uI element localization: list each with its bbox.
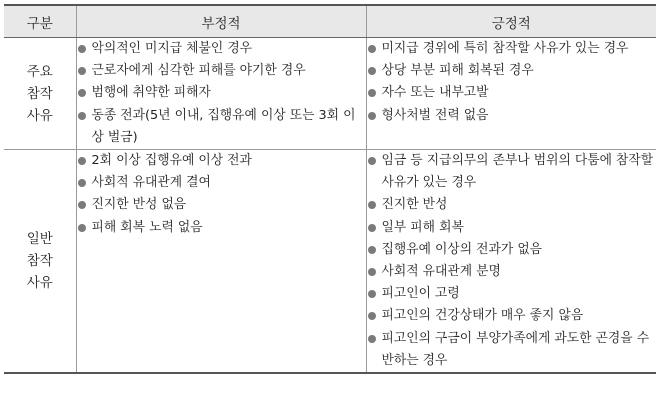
row-label-line: 참작: [26, 85, 53, 102]
row-label-general: [4, 150, 76, 374]
list-item: 사회적 유대관계 분명: [367, 261, 657, 283]
row-label-line: 일반: [26, 231, 53, 248]
list-item: 형사처벌 전력 없음: [367, 105, 657, 127]
list-item: 근로자에게 심각한 피해를 야기한 경우: [77, 60, 366, 82]
list-item: 사회적 유대관계 결여: [77, 172, 366, 194]
list-item: 악의적인 미지급 체불인 경우: [77, 38, 366, 60]
list-item: 2회 이상 집행유예 이상 전과: [77, 150, 366, 172]
general-negative-cell: [76, 150, 366, 374]
row-label-line: 사유: [26, 107, 53, 124]
row-label-line: 참작: [26, 253, 53, 270]
row-label-line: 주요: [26, 63, 53, 80]
list-item: 피고인이 고령: [367, 283, 657, 305]
list-item: 자수 또는 내부고발: [367, 82, 657, 104]
main-negative-cell: [76, 38, 366, 150]
general-positive-cell: [366, 150, 656, 374]
list-item: 일부 피해 회복: [367, 217, 657, 239]
row-main-factors: [4, 38, 656, 150]
header-positive: 긍정적: [366, 5, 656, 38]
list-item: 피고인의 구금이 부양가족에게 과도한 곤경을 수반하는 경우: [367, 328, 657, 372]
list-item: 임금 등 지급의무의 존부나 범위의 다툼에 참작할 사유가 있는 경우: [367, 150, 657, 194]
list-item: 범행에 취약한 피해자: [77, 82, 366, 104]
list-item: 상당 부분 피해 회복된 경우: [367, 60, 657, 82]
sentencing-factors-table: [4, 4, 656, 374]
main-positive-cell: [366, 38, 656, 150]
list-item: 피해 회복 노력 없음: [77, 217, 366, 239]
list-item: 진지한 반성: [367, 194, 657, 216]
row-label-main: [4, 38, 76, 150]
header-row: [4, 5, 656, 38]
list-item: 미지급 경위에 특히 참작할 사유가 있는 경우: [367, 38, 657, 60]
row-label-line: 사유: [26, 275, 53, 292]
row-general-factors: [4, 150, 656, 374]
list-item: 동종 전과(5년 이내, 집행유예 이상 또는 3회 이상 벌금): [77, 105, 366, 149]
list-item: 집행유예 이상의 전과가 없음: [367, 239, 657, 261]
list-item: 피고인의 건강상태가 매우 좋지 않음: [367, 305, 657, 327]
header-category: 구분: [4, 5, 76, 38]
list-item: 진지한 반성 없음: [77, 194, 366, 216]
header-negative: 부정적: [76, 5, 366, 38]
